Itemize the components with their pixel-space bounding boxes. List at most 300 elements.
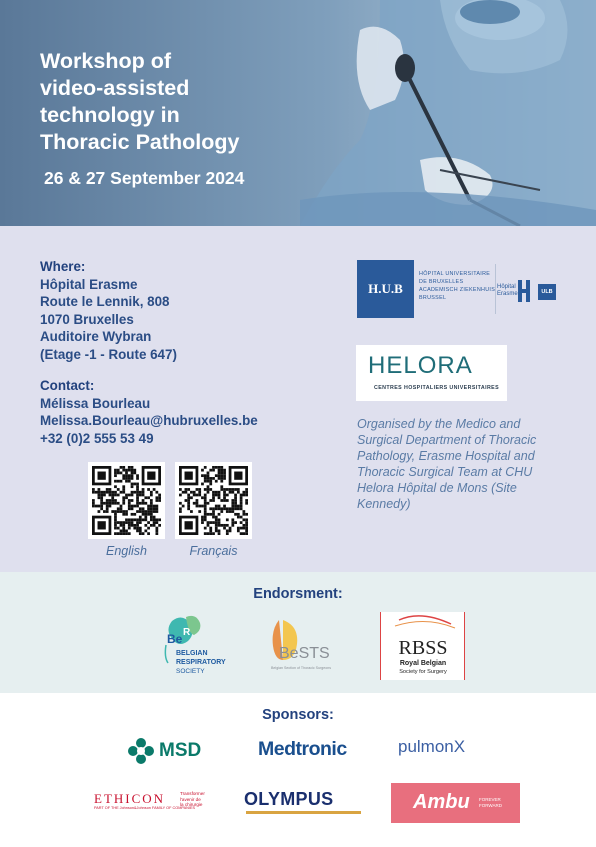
qr-module bbox=[128, 524, 131, 527]
qr-module bbox=[144, 502, 147, 505]
qr-module bbox=[128, 521, 131, 524]
qr-module bbox=[100, 507, 103, 510]
qr-module bbox=[131, 524, 134, 527]
qr-module bbox=[136, 474, 139, 477]
qr-module bbox=[179, 507, 182, 510]
qr-module bbox=[139, 527, 142, 530]
qr-module bbox=[150, 513, 153, 516]
qr-module bbox=[142, 510, 145, 513]
qr-module bbox=[98, 491, 101, 494]
qr-module bbox=[212, 499, 215, 502]
qr-module bbox=[190, 510, 193, 513]
qr-module bbox=[114, 480, 117, 483]
msd-logo bbox=[127, 737, 201, 765]
msd-icon bbox=[127, 737, 155, 765]
hub-text-line: DE BRUXELLES bbox=[419, 279, 464, 285]
qr-module bbox=[234, 521, 237, 524]
qr-module bbox=[215, 529, 218, 532]
erasme-label bbox=[497, 284, 518, 298]
qr-module bbox=[153, 507, 156, 510]
qr-module bbox=[193, 502, 196, 505]
qr-module bbox=[155, 505, 158, 508]
qr-module bbox=[150, 516, 153, 519]
qr-module bbox=[204, 510, 207, 513]
qr-module bbox=[92, 499, 95, 502]
qr-module bbox=[204, 466, 207, 469]
ambu-tagline bbox=[479, 797, 502, 808]
qr-module bbox=[128, 518, 131, 521]
qr-module bbox=[114, 513, 117, 516]
qr-module bbox=[209, 488, 212, 491]
qr-module bbox=[114, 499, 117, 502]
qr-module bbox=[158, 499, 161, 502]
qr-module bbox=[209, 521, 212, 524]
where-line: 1070 Bruxelles bbox=[40, 311, 134, 327]
qr-module bbox=[109, 505, 112, 508]
qr-module bbox=[125, 496, 128, 499]
qr-module bbox=[215, 480, 218, 483]
hub-text-line: HÔPITAL UNIVERSITAIRE bbox=[419, 271, 491, 277]
qr-module bbox=[125, 469, 128, 472]
qr-module bbox=[204, 496, 207, 499]
qr-module bbox=[139, 510, 142, 513]
qr-module bbox=[136, 477, 139, 480]
qr-module bbox=[223, 507, 226, 510]
qr-module bbox=[131, 518, 134, 521]
qr-module bbox=[201, 518, 204, 521]
qr-module bbox=[226, 532, 229, 535]
qr-label-english: English bbox=[106, 544, 147, 558]
qr-module bbox=[245, 527, 248, 530]
qr-module bbox=[226, 524, 229, 527]
qr-module bbox=[136, 518, 139, 521]
qr-module bbox=[122, 527, 125, 530]
qr-module bbox=[92, 491, 95, 494]
title-line: technology in bbox=[40, 103, 180, 127]
qr-module bbox=[231, 524, 234, 527]
bests-wordmark: BeSTS bbox=[279, 645, 330, 662]
contact-block bbox=[40, 377, 258, 447]
qr-module bbox=[117, 532, 120, 535]
qr-module bbox=[242, 524, 245, 527]
qr-module bbox=[111, 510, 114, 513]
qr-module bbox=[98, 488, 101, 491]
qr-module bbox=[125, 529, 128, 532]
qr-module bbox=[218, 472, 221, 475]
qr-module bbox=[223, 505, 226, 508]
qr-module bbox=[207, 472, 210, 475]
qr-module bbox=[120, 466, 123, 469]
qr-module bbox=[209, 477, 212, 480]
qr-code-english[interactable] bbox=[88, 462, 165, 539]
qr-module bbox=[111, 499, 114, 502]
qr-module bbox=[139, 529, 142, 532]
where-line: (Etage -1 - Route 647) bbox=[40, 346, 177, 362]
sponsors-title: Sponsors: bbox=[262, 707, 334, 723]
qr-module bbox=[150, 518, 153, 521]
qr-module bbox=[218, 474, 221, 477]
where-line: Hôpital Erasme bbox=[40, 276, 138, 292]
qr-module bbox=[204, 494, 207, 497]
qr-module bbox=[128, 466, 131, 469]
qr-module bbox=[117, 521, 120, 524]
qr-module bbox=[120, 529, 123, 532]
qr-module bbox=[120, 472, 123, 475]
qr-module bbox=[122, 502, 125, 505]
qr-module bbox=[139, 502, 142, 505]
brs-logo bbox=[160, 615, 240, 677]
qr-module bbox=[109, 502, 112, 505]
qr-module bbox=[139, 516, 142, 519]
qr-module bbox=[212, 466, 215, 469]
qr-module bbox=[207, 491, 210, 494]
qr-module bbox=[128, 527, 131, 530]
qr-module bbox=[207, 532, 210, 535]
qr-module bbox=[245, 494, 248, 497]
qr-module bbox=[155, 529, 158, 532]
qr-module bbox=[144, 496, 147, 499]
qr-module bbox=[204, 488, 207, 491]
qr-finder bbox=[98, 521, 106, 529]
qr-module bbox=[114, 472, 117, 475]
qr-module bbox=[150, 491, 153, 494]
qr-module bbox=[207, 477, 210, 480]
qr-module bbox=[190, 496, 193, 499]
qr-module bbox=[220, 510, 223, 513]
qr-module bbox=[111, 491, 114, 494]
qr-module bbox=[117, 527, 120, 530]
qr-module bbox=[179, 510, 182, 513]
brs-line: SOCIETY bbox=[176, 668, 205, 675]
qr-module bbox=[131, 505, 134, 508]
qr-module bbox=[111, 502, 114, 505]
qr-module bbox=[131, 477, 134, 480]
qr-module bbox=[207, 485, 210, 488]
qr-module bbox=[122, 524, 125, 527]
qr-module bbox=[240, 507, 243, 510]
qr-module bbox=[212, 510, 215, 513]
ethicon-slogan-line: l'avenir de bbox=[180, 796, 201, 802]
qr-module bbox=[220, 488, 223, 491]
qr-module bbox=[187, 494, 190, 497]
qr-module bbox=[131, 483, 134, 486]
contact-email[interactable]: Melissa.Bourleau@hubruxelles.be bbox=[40, 413, 258, 428]
qr-module bbox=[240, 516, 243, 519]
qr-module bbox=[131, 499, 134, 502]
qr-module bbox=[234, 513, 237, 516]
contact-heading: Contact: bbox=[40, 378, 95, 393]
helora-logo bbox=[356, 345, 507, 401]
ethicon-slogan bbox=[180, 791, 220, 808]
qr-module bbox=[218, 505, 221, 508]
qr-module bbox=[242, 527, 245, 530]
qr-module bbox=[212, 507, 215, 510]
qr-module bbox=[220, 485, 223, 488]
qr-module bbox=[131, 513, 134, 516]
qr-module bbox=[220, 469, 223, 472]
qr-module bbox=[114, 532, 117, 535]
qr-module bbox=[155, 491, 158, 494]
qr-module bbox=[131, 469, 134, 472]
qr-module bbox=[153, 510, 156, 513]
qr-module bbox=[226, 507, 229, 510]
qr-module bbox=[226, 510, 229, 513]
qr-module bbox=[226, 499, 229, 502]
qr-module bbox=[114, 524, 117, 527]
hero-banner bbox=[0, 0, 596, 226]
qr-module bbox=[245, 532, 248, 535]
qr-module bbox=[114, 494, 117, 497]
qr-module bbox=[142, 513, 145, 516]
qr-module bbox=[240, 532, 243, 535]
qr-module bbox=[142, 502, 145, 505]
qr-module bbox=[147, 532, 150, 535]
qr-module bbox=[122, 485, 125, 488]
qr-module bbox=[223, 527, 226, 530]
qr-module bbox=[125, 480, 128, 483]
qr-module bbox=[204, 527, 207, 530]
qr-module bbox=[122, 469, 125, 472]
qr-module bbox=[212, 513, 215, 516]
qr-module bbox=[212, 516, 215, 519]
qr-module bbox=[150, 524, 153, 527]
qr-module bbox=[150, 494, 153, 497]
qr-module bbox=[193, 494, 196, 497]
qr-module bbox=[215, 524, 218, 527]
qr-module bbox=[198, 488, 201, 491]
qr-module bbox=[155, 496, 158, 499]
qr-module bbox=[120, 532, 123, 535]
qr-code-graphic bbox=[179, 466, 248, 535]
qr-module bbox=[136, 510, 139, 513]
qr-module bbox=[131, 472, 134, 475]
brs-line: RESPIRATORY bbox=[176, 659, 226, 666]
qr-module bbox=[125, 474, 128, 477]
qr-module bbox=[201, 516, 204, 519]
qr-module bbox=[150, 505, 153, 508]
qr-module bbox=[147, 488, 150, 491]
qr-module bbox=[212, 494, 215, 497]
olympus-logo: OLYMPUS bbox=[244, 789, 334, 809]
qr-module bbox=[142, 532, 145, 535]
qr-module bbox=[226, 488, 229, 491]
qr-module bbox=[220, 480, 223, 483]
qr-module bbox=[155, 521, 158, 524]
qr-module bbox=[136, 521, 139, 524]
qr-module bbox=[139, 507, 142, 510]
qr-module bbox=[136, 529, 139, 532]
qr-module bbox=[155, 507, 158, 510]
qr-module bbox=[144, 529, 147, 532]
qr-module bbox=[231, 499, 234, 502]
qr-module bbox=[122, 474, 125, 477]
qr-module bbox=[245, 499, 248, 502]
qr-module bbox=[142, 494, 145, 497]
qr-module bbox=[142, 507, 145, 510]
endorsement-title: Endorsment: bbox=[253, 586, 343, 602]
qr-module bbox=[201, 521, 204, 524]
qr-module bbox=[204, 480, 207, 483]
qr-module bbox=[142, 488, 145, 491]
qr-module bbox=[218, 491, 221, 494]
rbss-line: Royal Belgian bbox=[399, 660, 447, 667]
qr-module bbox=[215, 494, 218, 497]
qr-module bbox=[122, 499, 125, 502]
qr-module bbox=[106, 499, 109, 502]
qr-module bbox=[147, 513, 150, 516]
qr-module bbox=[234, 496, 237, 499]
qr-module bbox=[136, 491, 139, 494]
qr-module bbox=[122, 532, 125, 535]
qr-module bbox=[136, 527, 139, 530]
qr-module bbox=[218, 496, 221, 499]
qr-module bbox=[136, 485, 139, 488]
qr-module bbox=[237, 529, 240, 532]
qr-module bbox=[136, 488, 139, 491]
qr-module bbox=[133, 469, 136, 472]
qr-module bbox=[153, 518, 156, 521]
qr-module bbox=[125, 510, 128, 513]
qr-module bbox=[125, 513, 128, 516]
event-date: 26 & 27 September 2024 bbox=[44, 168, 245, 188]
hub-divider bbox=[495, 264, 496, 314]
qr-module bbox=[100, 494, 103, 497]
rbss-line: Society for Surgery bbox=[399, 669, 447, 675]
qr-module bbox=[196, 494, 199, 497]
qr-module bbox=[229, 527, 232, 530]
ambu-wordmark: Ambu bbox=[413, 791, 470, 813]
qr-module bbox=[100, 505, 103, 508]
qr-module bbox=[245, 521, 248, 524]
qr-module bbox=[179, 488, 182, 491]
qr-module bbox=[125, 521, 128, 524]
qr-module bbox=[207, 488, 210, 491]
qr-module bbox=[218, 532, 221, 535]
qr-module bbox=[133, 518, 136, 521]
qr-module bbox=[234, 494, 237, 497]
qr-module bbox=[122, 510, 125, 513]
qr-module bbox=[114, 516, 117, 519]
qr-finder bbox=[185, 521, 193, 529]
qr-module bbox=[223, 472, 226, 475]
qr-module bbox=[196, 499, 199, 502]
qr-module bbox=[215, 521, 218, 524]
qr-module bbox=[234, 488, 237, 491]
qr-module bbox=[155, 499, 158, 502]
qr-module bbox=[209, 532, 212, 535]
qr-module bbox=[155, 532, 158, 535]
qr-module bbox=[98, 505, 101, 508]
qr-module bbox=[231, 502, 234, 505]
qr-module bbox=[136, 494, 139, 497]
qr-module bbox=[153, 521, 156, 524]
qr-module bbox=[155, 518, 158, 521]
qr-module bbox=[155, 527, 158, 530]
qr-module bbox=[223, 488, 226, 491]
qr-module bbox=[147, 496, 150, 499]
qr-module bbox=[128, 532, 131, 535]
qr-module bbox=[131, 494, 134, 497]
qr-module bbox=[117, 510, 120, 513]
qr-module bbox=[204, 516, 207, 519]
qr-module bbox=[136, 505, 139, 508]
contact-phone[interactable]: +32 (0)2 555 53 49 bbox=[40, 430, 154, 446]
qr-module bbox=[229, 491, 232, 494]
qr-module bbox=[147, 521, 150, 524]
qr-module bbox=[120, 491, 123, 494]
qr-module bbox=[158, 496, 161, 499]
helora-wordmark: HELORA bbox=[368, 352, 473, 379]
qr-module bbox=[125, 477, 128, 480]
qr-module bbox=[131, 466, 134, 469]
qr-module bbox=[139, 518, 142, 521]
where-line: Route le Lennik, 808 bbox=[40, 294, 170, 309]
olympus-underline bbox=[246, 811, 361, 814]
title-line: video-assisted bbox=[40, 76, 190, 100]
qr-module bbox=[122, 488, 125, 491]
qr-module bbox=[117, 502, 120, 505]
qr-module bbox=[193, 491, 196, 494]
qr-module bbox=[128, 474, 131, 477]
ethicon-logo bbox=[94, 791, 219, 815]
bests-logo bbox=[269, 616, 351, 674]
pulmonx-logo: pulmonX bbox=[398, 737, 466, 756]
qr-module bbox=[215, 491, 218, 494]
qr-module bbox=[182, 505, 185, 508]
qr-module bbox=[182, 491, 185, 494]
qr-module bbox=[196, 505, 199, 508]
qr-module bbox=[139, 491, 142, 494]
qr-module bbox=[229, 510, 232, 513]
qr-module bbox=[240, 505, 243, 508]
qr-module bbox=[109, 499, 112, 502]
qr-module bbox=[136, 496, 139, 499]
qr-module bbox=[218, 507, 221, 510]
organised-by-text: Organised by the Medico and Surgical Department of Thoracic Pathology, Erasme Hospital and Thoracic Surgical Team at CHU Helora Hôpital de Mons (Site Kennedy) bbox=[357, 417, 537, 511]
qr-module bbox=[98, 494, 101, 497]
qr-module bbox=[187, 507, 190, 510]
qr-module bbox=[231, 510, 234, 513]
qr-module bbox=[153, 505, 156, 508]
qr-module bbox=[153, 524, 156, 527]
qr-module bbox=[179, 494, 182, 497]
ulb-mark: ULB bbox=[538, 284, 556, 300]
where-line: Auditoire Wybran bbox=[40, 329, 152, 344]
qr-module bbox=[136, 499, 139, 502]
qr-module bbox=[109, 488, 112, 491]
title-line: Thoracic Pathology bbox=[40, 130, 240, 154]
qr-module bbox=[190, 491, 193, 494]
qr-code-french[interactable] bbox=[175, 462, 252, 539]
qr-module bbox=[114, 474, 117, 477]
qr-finder bbox=[185, 472, 193, 480]
qr-module bbox=[117, 488, 120, 491]
qr-module bbox=[223, 469, 226, 472]
ethicon-slogan-line: Transformer bbox=[180, 791, 205, 796]
qr-module bbox=[245, 513, 248, 516]
qr-module bbox=[100, 496, 103, 499]
brs-mark-r: R bbox=[183, 627, 191, 638]
qr-module bbox=[92, 488, 95, 491]
qr-module bbox=[133, 513, 136, 516]
qr-module bbox=[131, 485, 134, 488]
qr-module bbox=[139, 521, 142, 524]
qr-module bbox=[131, 507, 134, 510]
qr-module bbox=[218, 469, 221, 472]
qr-module bbox=[95, 491, 98, 494]
qr-module bbox=[136, 483, 139, 486]
qr-module bbox=[212, 469, 215, 472]
